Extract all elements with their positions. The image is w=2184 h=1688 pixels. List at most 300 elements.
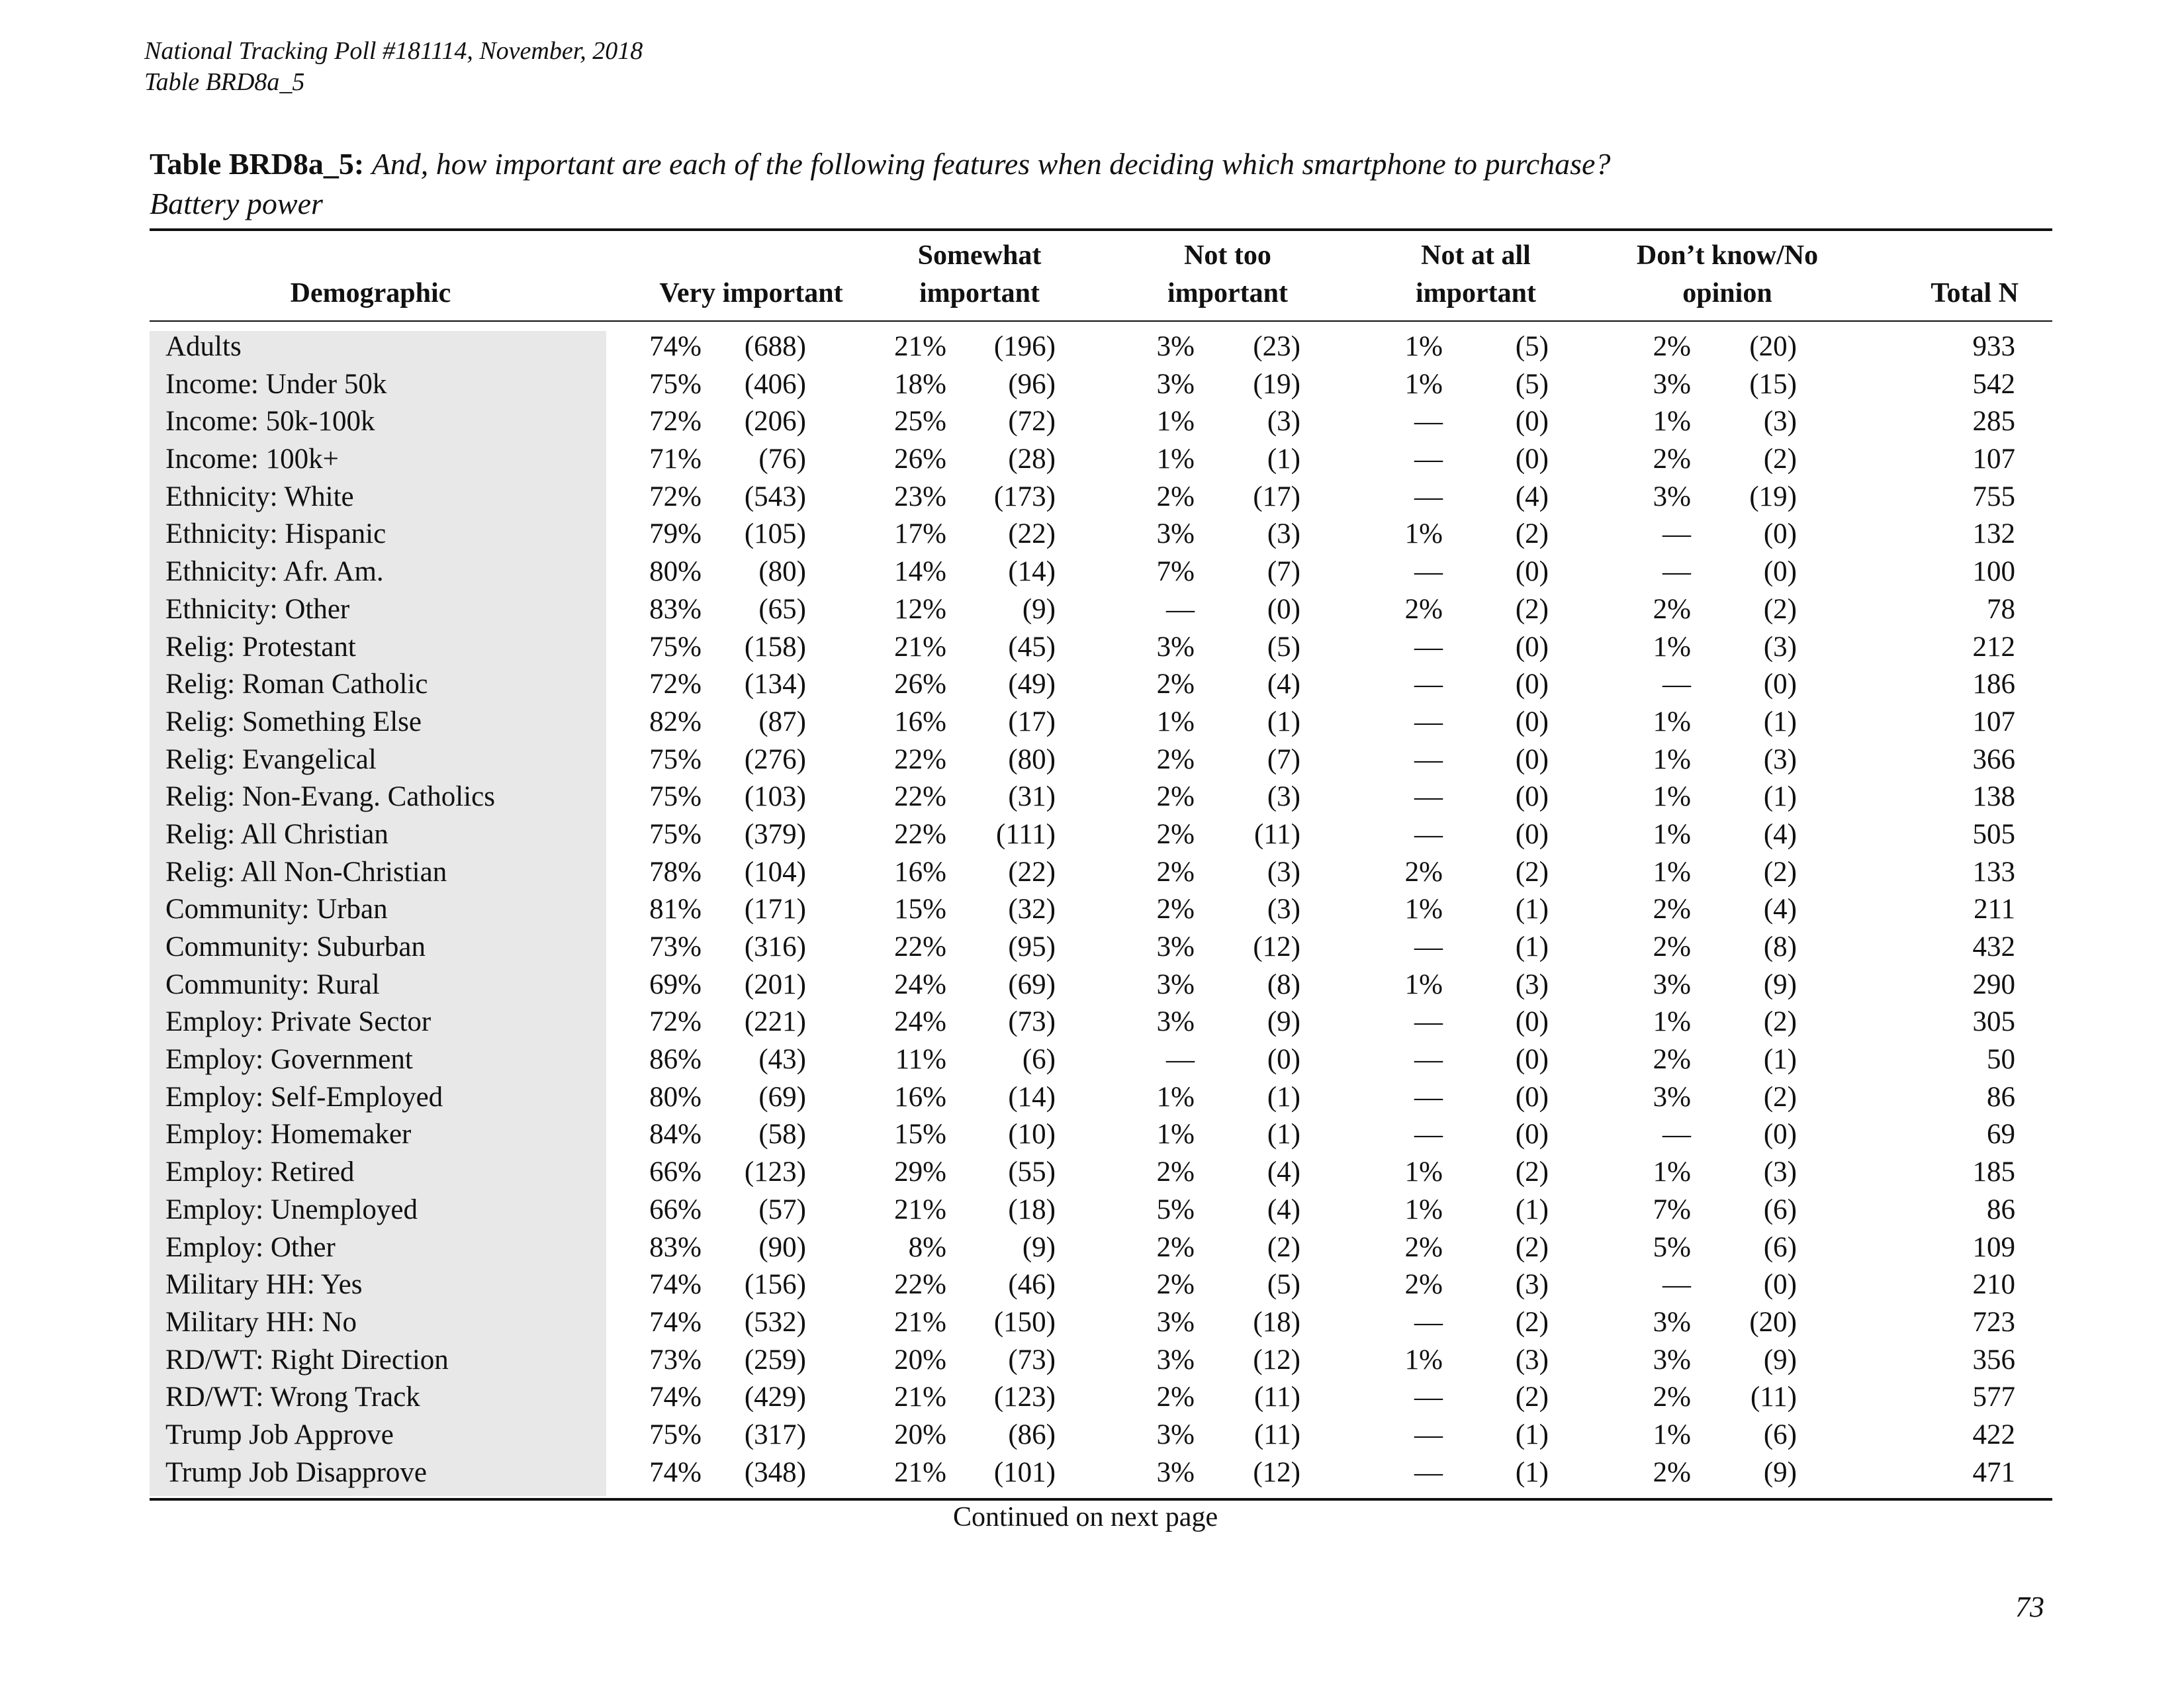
dont-know-pct: 2% xyxy=(1653,894,1691,925)
very-important-n: (104) xyxy=(744,856,806,888)
somewhat-important-pct: 22% xyxy=(894,743,946,775)
total-n: 138 xyxy=(1972,781,2015,813)
very-important-n: (134) xyxy=(744,669,806,700)
not-at-all-important-n: (5) xyxy=(1515,331,1549,362)
running-header-poll: National Tracking Poll #181114, November, 2018 xyxy=(144,37,643,65)
very-important-pct: 74% xyxy=(649,1382,702,1413)
very-important-pct: 86% xyxy=(649,1044,702,1076)
very-important-pct: 75% xyxy=(649,1419,702,1450)
not-at-all-important-n: (3) xyxy=(1515,1344,1549,1376)
dont-know-n: (0) xyxy=(1763,1269,1797,1301)
very-important-pct: 83% xyxy=(649,593,702,625)
somewhat-important-pct: 8% xyxy=(908,1231,946,1263)
not-too-important-n: (4) xyxy=(1267,1194,1300,1225)
not-at-all-important-pct: — xyxy=(1414,1119,1443,1150)
total-n: 471 xyxy=(1972,1456,2015,1488)
total-n: 422 xyxy=(1972,1419,2015,1450)
not-at-all-important-n: (0) xyxy=(1515,781,1549,813)
very-important-n: (76) xyxy=(758,444,806,475)
somewhat-important-pct: 21% xyxy=(894,1382,946,1413)
total-n: 305 xyxy=(1972,1006,2015,1038)
not-too-important-pct: 3% xyxy=(1156,331,1195,362)
table-row xyxy=(0,1192,2184,1229)
total-n: 132 xyxy=(1972,518,2015,550)
dont-know-pct: 3% xyxy=(1653,481,1691,512)
not-at-all-important-n: (4) xyxy=(1515,481,1549,512)
very-important-n: (65) xyxy=(758,593,806,625)
not-at-all-important-n: (3) xyxy=(1515,1269,1549,1301)
somewhat-important-n: (69) xyxy=(1008,968,1056,1000)
very-important-n: (221) xyxy=(744,1006,806,1038)
not-too-important-pct: 3% xyxy=(1156,1344,1195,1376)
table-row xyxy=(0,516,2184,553)
not-too-important-n: (3) xyxy=(1267,856,1300,888)
total-n: 86 xyxy=(1987,1081,2015,1113)
dont-know-n: (6) xyxy=(1763,1231,1797,1263)
somewhat-important-n: (14) xyxy=(1008,556,1056,588)
table-row xyxy=(0,704,2184,741)
row-label: Employ: Self-Employed xyxy=(165,1081,443,1113)
not-too-important-n: (0) xyxy=(1267,593,1300,625)
somewhat-important-pct: 21% xyxy=(894,331,946,362)
somewhat-important-n: (111) xyxy=(996,818,1056,850)
not-at-all-important-pct: 2% xyxy=(1404,593,1443,625)
dont-know-n: (19) xyxy=(1749,481,1797,512)
table-title-label: Table BRD8a_5: xyxy=(150,147,365,181)
table-row xyxy=(0,1342,2184,1380)
row-label: Employ: Government xyxy=(165,1044,413,1076)
dont-know-pct: — xyxy=(1662,518,1691,550)
dont-know-pct: — xyxy=(1662,669,1691,700)
very-important-n: (348) xyxy=(744,1456,806,1488)
not-at-all-important-pct: — xyxy=(1414,631,1443,663)
somewhat-important-n: (45) xyxy=(1008,631,1056,663)
row-label: Employ: Unemployed xyxy=(165,1194,418,1225)
total-n: 107 xyxy=(1972,706,2015,737)
table-row xyxy=(0,1229,2184,1267)
table-row xyxy=(0,929,2184,966)
not-too-important-n: (3) xyxy=(1267,894,1300,925)
somewhat-important-n: (22) xyxy=(1008,518,1056,550)
table-row xyxy=(0,553,2184,591)
not-at-all-important-n: (0) xyxy=(1515,406,1549,438)
somewhat-important-pct: 18% xyxy=(894,368,946,400)
table-row xyxy=(0,778,2184,816)
somewhat-important-pct: 20% xyxy=(894,1344,946,1376)
very-important-n: (90) xyxy=(758,1231,806,1263)
not-too-important-pct: 5% xyxy=(1156,1194,1195,1225)
not-at-all-important-n: (0) xyxy=(1515,1006,1549,1038)
somewhat-important-pct: 17% xyxy=(894,518,946,550)
dont-know-n: (2) xyxy=(1763,856,1797,888)
dont-know-pct: 2% xyxy=(1653,331,1691,362)
somewhat-important-n: (46) xyxy=(1008,1269,1056,1301)
not-at-all-important-pct: — xyxy=(1414,1081,1443,1113)
table-row xyxy=(0,366,2184,404)
total-n: 69 xyxy=(1987,1119,2015,1150)
table-row xyxy=(0,1041,2184,1079)
not-too-important-pct: 3% xyxy=(1156,1006,1195,1038)
somewhat-important-pct: 24% xyxy=(894,1006,946,1038)
col-header-total-n: Total N xyxy=(1931,278,2019,308)
not-too-important-pct: 1% xyxy=(1156,1081,1195,1113)
not-at-all-important-pct: — xyxy=(1414,781,1443,813)
dont-know-pct: 3% xyxy=(1653,368,1691,400)
very-important-pct: 74% xyxy=(649,331,702,362)
somewhat-important-n: (9) xyxy=(1022,1231,1056,1263)
total-n: 933 xyxy=(1972,331,2015,362)
very-important-pct: 78% xyxy=(649,856,702,888)
not-at-all-important-pct: 2% xyxy=(1404,856,1443,888)
very-important-pct: 73% xyxy=(649,931,702,962)
dont-know-pct: 2% xyxy=(1653,444,1691,475)
dont-know-n: (2) xyxy=(1763,1006,1797,1038)
not-too-important-pct: 3% xyxy=(1156,1456,1195,1488)
table-row xyxy=(0,854,2184,892)
table-row xyxy=(0,1079,2184,1117)
somewhat-important-n: (18) xyxy=(1008,1194,1056,1225)
dont-know-pct: 1% xyxy=(1653,706,1691,737)
total-n: 210 xyxy=(1972,1269,2015,1301)
dont-know-n: (11) xyxy=(1750,1382,1797,1413)
not-too-important-n: (1) xyxy=(1267,444,1300,475)
not-at-all-important-pct: 2% xyxy=(1404,1269,1443,1301)
dont-know-pct: 2% xyxy=(1653,1044,1691,1076)
not-too-important-pct: 2% xyxy=(1156,781,1195,813)
not-too-important-n: (1) xyxy=(1267,706,1300,737)
very-important-n: (171) xyxy=(744,894,806,925)
row-label: Relig: Evangelical xyxy=(165,743,377,775)
not-at-all-important-pct: 1% xyxy=(1404,1156,1443,1188)
table-row xyxy=(0,1154,2184,1192)
dont-know-pct: 1% xyxy=(1653,1006,1691,1038)
dont-know-n: (9) xyxy=(1763,1344,1797,1376)
somewhat-important-pct: 22% xyxy=(894,781,946,813)
total-n: 86 xyxy=(1987,1194,2015,1225)
page-number: 73 xyxy=(2015,1591,2044,1623)
not-at-all-important-pct: 1% xyxy=(1404,968,1443,1000)
row-label: Trump Job Disapprove xyxy=(165,1456,427,1488)
very-important-pct: 66% xyxy=(649,1194,702,1225)
somewhat-important-n: (49) xyxy=(1008,669,1056,700)
total-n: 723 xyxy=(1972,1306,2015,1338)
row-label: Military HH: Yes xyxy=(165,1269,363,1301)
table-row xyxy=(0,891,2184,929)
row-label: Ethnicity: White xyxy=(165,481,354,512)
not-at-all-important-n: (0) xyxy=(1515,631,1549,663)
not-at-all-important-n: (2) xyxy=(1515,1382,1549,1413)
very-important-n: (259) xyxy=(744,1344,806,1376)
col-header-dont-know-line2: opinion xyxy=(1682,278,1772,308)
not-at-all-important-pct: 1% xyxy=(1404,368,1443,400)
row-label: Community: Suburban xyxy=(165,931,426,962)
not-too-important-n: (4) xyxy=(1267,1156,1300,1188)
col-header-somewhat-line2: important xyxy=(919,278,1040,308)
not-at-all-important-pct: 1% xyxy=(1404,1344,1443,1376)
not-too-important-n: (0) xyxy=(1267,1044,1300,1076)
not-at-all-important-pct: — xyxy=(1414,1044,1443,1076)
dont-know-n: (9) xyxy=(1763,1456,1797,1488)
somewhat-important-pct: 14% xyxy=(894,556,946,588)
somewhat-important-pct: 25% xyxy=(894,406,946,438)
somewhat-important-n: (32) xyxy=(1008,894,1056,925)
not-too-important-n: (11) xyxy=(1253,1382,1300,1413)
not-too-important-n: (3) xyxy=(1267,781,1300,813)
row-label: Relig: All Non-Christian xyxy=(165,856,447,888)
not-at-all-important-n: (0) xyxy=(1515,706,1549,737)
very-important-pct: 74% xyxy=(649,1269,702,1301)
dont-know-pct: 1% xyxy=(1653,1419,1691,1450)
somewhat-important-pct: 22% xyxy=(894,931,946,962)
not-at-all-important-pct: — xyxy=(1414,743,1443,775)
dont-know-pct: 3% xyxy=(1653,1306,1691,1338)
somewhat-important-n: (31) xyxy=(1008,781,1056,813)
dont-know-pct: 2% xyxy=(1653,1382,1691,1413)
not-at-all-important-n: (1) xyxy=(1515,1419,1549,1450)
very-important-n: (87) xyxy=(758,706,806,737)
somewhat-important-n: (196) xyxy=(993,331,1056,362)
table-row xyxy=(0,1379,2184,1417)
col-header-demographic: Demographic xyxy=(290,278,451,308)
not-too-important-n: (19) xyxy=(1253,368,1300,400)
total-n: 212 xyxy=(1972,631,2015,663)
col-header-not-too-line2: important xyxy=(1167,278,1288,308)
dont-know-n: (1) xyxy=(1763,1044,1797,1076)
not-at-all-important-n: (2) xyxy=(1515,593,1549,625)
dont-know-n: (4) xyxy=(1763,894,1797,925)
somewhat-important-pct: 15% xyxy=(894,894,946,925)
total-n: 78 xyxy=(1987,593,2015,625)
table-question: And, how important are each of the following features when deciding which smartphone to purchase? xyxy=(371,147,1611,181)
total-n: 100 xyxy=(1972,556,2015,588)
row-label: Employ: Private Sector xyxy=(165,1006,432,1038)
somewhat-important-n: (123) xyxy=(993,1382,1056,1413)
table-row xyxy=(0,441,2184,479)
dont-know-n: (0) xyxy=(1763,669,1797,700)
table-row xyxy=(0,1266,2184,1304)
very-important-n: (57) xyxy=(758,1194,806,1225)
table-row xyxy=(0,591,2184,629)
not-at-all-important-pct: — xyxy=(1414,1006,1443,1038)
very-important-pct: 72% xyxy=(649,481,702,512)
table-body xyxy=(0,328,2184,1491)
not-too-important-n: (1) xyxy=(1267,1081,1300,1113)
not-too-important-pct: 2% xyxy=(1156,669,1195,700)
dont-know-pct: 2% xyxy=(1653,593,1691,625)
not-at-all-important-n: (0) xyxy=(1515,444,1549,475)
very-important-pct: 75% xyxy=(649,781,702,813)
dont-know-pct: 1% xyxy=(1653,743,1691,775)
col-header-not-too-line1: Not too xyxy=(1184,240,1271,271)
row-label: RD/WT: Wrong Track xyxy=(165,1382,420,1413)
very-important-pct: 81% xyxy=(649,894,702,925)
not-at-all-important-n: (5) xyxy=(1515,368,1549,400)
col-header-somewhat-line1: Somewhat xyxy=(917,240,1042,271)
table-row xyxy=(0,629,2184,667)
dont-know-n: (15) xyxy=(1749,368,1797,400)
somewhat-important-n: (10) xyxy=(1008,1119,1056,1150)
row-label: Ethnicity: Hispanic xyxy=(165,518,387,550)
total-n: 285 xyxy=(1972,406,2015,438)
not-at-all-important-n: (2) xyxy=(1515,1156,1549,1188)
not-too-important-n: (2) xyxy=(1267,1231,1300,1263)
total-n: 109 xyxy=(1972,1231,2015,1263)
not-too-important-n: (9) xyxy=(1267,1006,1300,1038)
somewhat-important-n: (86) xyxy=(1008,1419,1056,1450)
dont-know-pct: — xyxy=(1662,1269,1691,1301)
not-too-important-pct: 3% xyxy=(1156,1419,1195,1450)
not-at-all-important-n: (2) xyxy=(1515,1306,1549,1338)
not-too-important-n: (12) xyxy=(1253,1456,1300,1488)
very-important-pct: 69% xyxy=(649,968,702,1000)
not-too-important-n: (3) xyxy=(1267,406,1300,438)
very-important-pct: 80% xyxy=(649,1081,702,1113)
table-row xyxy=(0,741,2184,779)
not-too-important-n: (7) xyxy=(1267,743,1300,775)
somewhat-important-n: (28) xyxy=(1008,444,1056,475)
not-at-all-important-pct: — xyxy=(1414,556,1443,588)
very-important-pct: 74% xyxy=(649,1306,702,1338)
dont-know-n: (9) xyxy=(1763,968,1797,1000)
table-row xyxy=(0,816,2184,854)
somewhat-important-pct: 12% xyxy=(894,593,946,625)
dont-know-n: (8) xyxy=(1763,931,1797,962)
not-too-important-pct: 7% xyxy=(1156,556,1195,588)
somewhat-important-n: (73) xyxy=(1008,1006,1056,1038)
dont-know-pct: 1% xyxy=(1653,856,1691,888)
very-important-n: (429) xyxy=(744,1382,806,1413)
very-important-n: (201) xyxy=(744,968,806,1000)
somewhat-important-pct: 24% xyxy=(894,968,946,1000)
dont-know-n: (3) xyxy=(1763,1156,1797,1188)
dont-know-n: (20) xyxy=(1749,1306,1797,1338)
not-at-all-important-n: (1) xyxy=(1515,931,1549,962)
very-important-pct: 84% xyxy=(649,1119,702,1150)
not-too-important-pct: 2% xyxy=(1156,481,1195,512)
not-too-important-pct: — xyxy=(1166,1044,1195,1076)
not-too-important-pct: — xyxy=(1166,593,1195,625)
not-at-all-important-n: (0) xyxy=(1515,743,1549,775)
col-header-not-at-all-line2: important xyxy=(1416,278,1536,308)
row-label: Relig: Roman Catholic xyxy=(165,669,428,700)
very-important-n: (123) xyxy=(744,1156,806,1188)
somewhat-important-n: (22) xyxy=(1008,856,1056,888)
not-too-important-n: (1) xyxy=(1267,1119,1300,1150)
somewhat-important-pct: 16% xyxy=(894,856,946,888)
not-at-all-important-pct: — xyxy=(1414,1306,1443,1338)
very-important-n: (158) xyxy=(744,631,806,663)
somewhat-important-pct: 21% xyxy=(894,1456,946,1488)
row-label: Income: 100k+ xyxy=(165,444,339,475)
total-n: 107 xyxy=(1972,444,2015,475)
row-label: Income: Under 50k xyxy=(165,368,387,400)
not-too-important-pct: 3% xyxy=(1156,1306,1195,1338)
not-at-all-important-pct: — xyxy=(1414,706,1443,737)
somewhat-important-pct: 11% xyxy=(895,1044,946,1076)
very-important-pct: 73% xyxy=(649,1344,702,1376)
somewhat-important-pct: 22% xyxy=(894,818,946,850)
not-too-important-n: (5) xyxy=(1267,1269,1300,1301)
very-important-n: (532) xyxy=(744,1306,806,1338)
very-important-pct: 66% xyxy=(649,1156,702,1188)
not-too-important-pct: 2% xyxy=(1156,894,1195,925)
table-row xyxy=(0,1454,2184,1492)
very-important-pct: 71% xyxy=(649,444,702,475)
very-important-n: (103) xyxy=(744,781,806,813)
very-important-pct: 75% xyxy=(649,818,702,850)
row-label: Employ: Retired xyxy=(165,1156,355,1188)
row-label: Adults xyxy=(165,331,242,362)
somewhat-important-pct: 22% xyxy=(894,1269,946,1301)
not-at-all-important-n: (0) xyxy=(1515,669,1549,700)
table-row xyxy=(0,1304,2184,1342)
somewhat-important-n: (17) xyxy=(1008,706,1056,737)
not-at-all-important-pct: 1% xyxy=(1404,1194,1443,1225)
not-too-important-pct: 1% xyxy=(1156,406,1195,438)
row-label: Relig: Protestant xyxy=(165,631,356,663)
row-label: Military HH: No xyxy=(165,1306,357,1338)
somewhat-important-pct: 26% xyxy=(894,669,946,700)
not-too-important-pct: 1% xyxy=(1156,444,1195,475)
very-important-pct: 80% xyxy=(649,556,702,588)
very-important-n: (80) xyxy=(758,556,806,588)
not-at-all-important-pct: — xyxy=(1414,481,1443,512)
not-too-important-n: (12) xyxy=(1253,931,1300,962)
total-n: 356 xyxy=(1972,1344,2015,1376)
dont-know-pct: — xyxy=(1662,1119,1691,1150)
row-label: Employ: Homemaker xyxy=(165,1119,412,1150)
header-rule xyxy=(150,320,2052,322)
very-important-n: (276) xyxy=(744,743,806,775)
not-too-important-n: (12) xyxy=(1253,1344,1300,1376)
total-n: 542 xyxy=(1972,368,2015,400)
col-header-not-at-all-line1: Not at all xyxy=(1421,240,1531,271)
somewhat-important-pct: 20% xyxy=(894,1419,946,1450)
very-important-n: (43) xyxy=(758,1044,806,1076)
not-too-important-n: (4) xyxy=(1267,669,1300,700)
not-at-all-important-n: (1) xyxy=(1515,1456,1549,1488)
not-too-important-n: (23) xyxy=(1253,331,1300,362)
dont-know-pct: 5% xyxy=(1653,1231,1691,1263)
top-rule xyxy=(150,228,2052,231)
very-important-pct: 72% xyxy=(649,406,702,438)
somewhat-important-n: (55) xyxy=(1008,1156,1056,1188)
somewhat-important-n: (6) xyxy=(1022,1044,1056,1076)
not-too-important-pct: 2% xyxy=(1156,743,1195,775)
not-too-important-pct: 2% xyxy=(1156,1231,1195,1263)
dont-know-n: (2) xyxy=(1763,593,1797,625)
row-label: Relig: All Christian xyxy=(165,818,388,850)
not-too-important-pct: 3% xyxy=(1156,631,1195,663)
somewhat-important-n: (95) xyxy=(1008,931,1056,962)
not-too-important-pct: 2% xyxy=(1156,856,1195,888)
dont-know-pct: 1% xyxy=(1653,631,1691,663)
total-n: 577 xyxy=(1972,1382,2015,1413)
dont-know-n: (20) xyxy=(1749,331,1797,362)
dont-know-n: (3) xyxy=(1763,406,1797,438)
not-at-all-important-pct: — xyxy=(1414,444,1443,475)
somewhat-important-pct: 26% xyxy=(894,444,946,475)
not-too-important-n: (18) xyxy=(1253,1306,1300,1338)
very-important-pct: 82% xyxy=(649,706,702,737)
somewhat-important-n: (73) xyxy=(1008,1344,1056,1376)
not-at-all-important-n: (2) xyxy=(1515,518,1549,550)
dont-know-n: (0) xyxy=(1763,556,1797,588)
dont-know-pct: — xyxy=(1662,556,1691,588)
very-important-n: (206) xyxy=(744,406,806,438)
somewhat-important-n: (9) xyxy=(1022,593,1056,625)
not-at-all-important-pct: — xyxy=(1414,406,1443,438)
